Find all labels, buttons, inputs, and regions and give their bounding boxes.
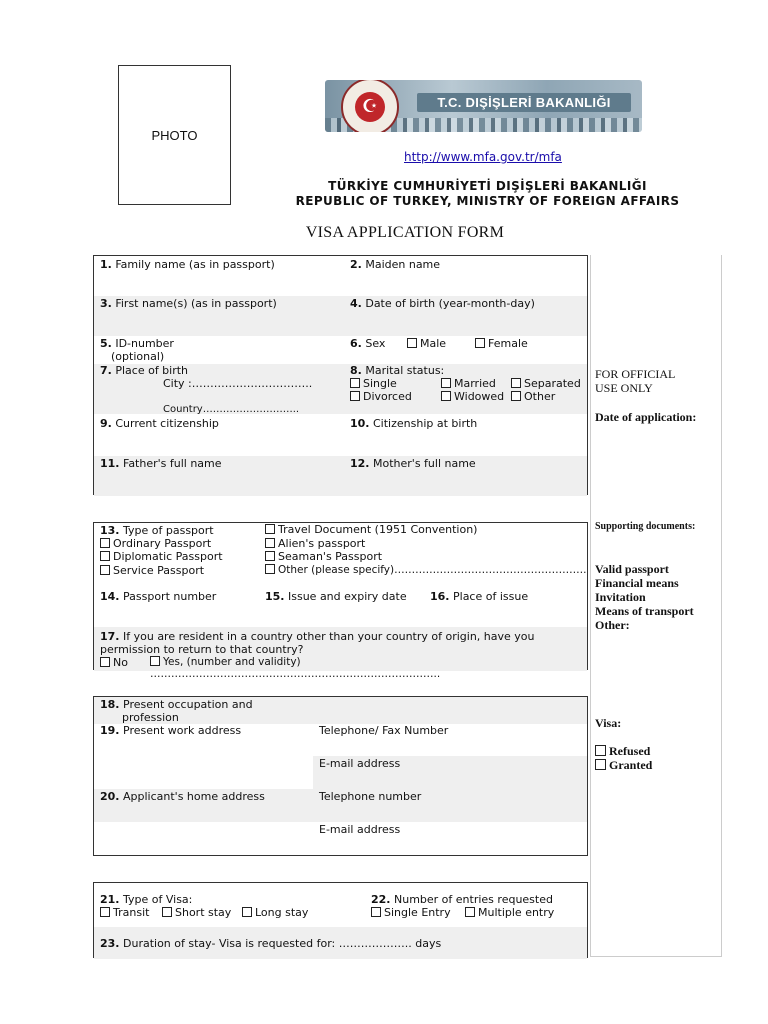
field-home-email[interactable]: E-mail address xyxy=(319,823,401,836)
section-visa-type xyxy=(93,882,588,958)
banner-title: T.C. DIŞİŞLERİ BAKANLIĞI xyxy=(417,93,631,112)
field-passport-type: 13. Type of passport xyxy=(100,524,214,537)
field-id-number[interactable]: 5. ID-number xyxy=(100,337,174,350)
field-place-of-birth: 7. Place of birth xyxy=(100,364,189,377)
checkbox-aliens-passport[interactable]: Alien's passport xyxy=(265,537,365,550)
checkbox-widowed[interactable]: Widowed xyxy=(441,390,504,403)
checkbox-service-passport[interactable]: Service Passport xyxy=(100,564,204,577)
field-visa-type: 21. Type of Visa: xyxy=(100,893,193,906)
checkbox-male[interactable]: Male xyxy=(407,337,446,350)
checkbox-refused[interactable]: Refused xyxy=(595,744,650,758)
checkbox-granted[interactable]: Granted xyxy=(595,758,652,772)
checkbox-single-entry[interactable]: Single Entry xyxy=(371,906,451,919)
visa-label: Visa: xyxy=(595,716,622,730)
form-title: VISA APPLICATION FORM xyxy=(305,224,505,241)
field-city[interactable]: City :……………….………….. xyxy=(163,377,313,390)
supporting-documents-label: Supporting documents: xyxy=(595,521,696,532)
date-of-application-label: Date of application: xyxy=(595,410,697,424)
crescent-star-seal-icon: ☪ xyxy=(341,80,399,132)
field-current-citizenship[interactable]: 9. Current citizenship xyxy=(100,417,219,430)
field-residence-permission: 17. If you are resident in a country other than your country of origin, have you permission to return to that country? xyxy=(100,630,535,656)
field-duration-of-stay[interactable]: 23. Duration of stay- Visa is requested for: ……………….. days xyxy=(100,937,442,950)
field-telephone-fax[interactable]: Telephone/ Fax Number xyxy=(319,724,449,737)
checkbox-long-stay[interactable]: Long stay xyxy=(242,906,308,919)
invitation-label: Invitation xyxy=(595,590,646,604)
field-work-address[interactable]: 19. Present work address xyxy=(100,724,242,737)
field-date-of-birth[interactable]: 4. Date of birth (year-month-day) xyxy=(350,297,535,310)
ministry-name-en: REPUBLIC OF TURKEY, MINISTRY OF FOREIGN AFFAIRS xyxy=(295,194,680,208)
checkbox-no[interactable]: No xyxy=(100,656,128,669)
field-sex: 6. Sex xyxy=(350,337,386,350)
field-home-address[interactable]: 20. Applicant's home address xyxy=(100,790,265,803)
field-place-of-issue[interactable]: 16. Place of issue xyxy=(430,590,529,603)
valid-passport-label: Valid passport xyxy=(595,562,669,576)
section-occupation-address xyxy=(93,696,588,856)
checkbox-separated[interactable]: Separated xyxy=(511,377,581,390)
checkbox-divorced[interactable]: Divorced xyxy=(350,390,412,403)
use-only-label: USE ONLY xyxy=(595,381,653,395)
checkbox-female[interactable]: Female xyxy=(475,337,528,350)
checkbox-short-stay[interactable]: Short stay xyxy=(162,906,231,919)
field-work-email[interactable]: E-mail address xyxy=(319,757,401,770)
official-use-column xyxy=(590,255,722,957)
checkbox-multiple-entry[interactable]: Multiple entry xyxy=(465,906,554,919)
ministry-url[interactable]: http://www.mfa.gov.tr/mfa xyxy=(404,150,562,164)
field-fathers-name[interactable]: 11. Father's full name xyxy=(100,457,222,470)
other-label: Other: xyxy=(595,618,630,632)
checkbox-other-marital[interactable]: Other xyxy=(511,390,555,403)
field-occupation[interactable]: 18. Present occupation and xyxy=(100,698,253,711)
financial-means-label: Financial means xyxy=(595,576,679,590)
checkbox-seamans-passport[interactable]: Seaman's Passport xyxy=(265,550,382,563)
ministry-link[interactable] xyxy=(404,150,562,164)
field-mothers-name[interactable]: 12. Mother's full name xyxy=(350,457,476,470)
checkbox-married[interactable]: Married xyxy=(441,377,496,390)
means-of-transport-label: Means of transport xyxy=(595,604,694,618)
field-country[interactable]: Country……………………….. xyxy=(163,404,300,415)
field-number-of-entries: 22. Number of entries requested xyxy=(371,893,553,906)
field-passport-number[interactable]: 14. Passport number xyxy=(100,590,217,603)
id-number-optional: (optional) xyxy=(111,350,165,363)
field-first-names[interactable]: 3. First name(s) (as in passport) xyxy=(100,297,277,310)
section-personal-details xyxy=(93,255,588,495)
field-citizenship-at-birth[interactable]: 10. Citizenship at birth xyxy=(350,417,478,430)
field-maiden-name[interactable]: 2. Maiden name xyxy=(350,258,441,271)
occupation-profession-label: profession xyxy=(122,711,179,724)
for-official-label: FOR OFFICIAL xyxy=(595,367,676,381)
ministry-banner xyxy=(325,80,642,132)
field-issue-expiry-date[interactable]: 15. Issue and expiry date xyxy=(265,590,407,603)
section-passport xyxy=(93,522,588,680)
checkbox-single[interactable]: Single xyxy=(350,377,397,390)
checkbox-travel-document[interactable]: Travel Document (1951 Convention) xyxy=(265,523,477,536)
checkbox-yes[interactable]: Yes, (number and validity) ……………………………………………………………………….. xyxy=(150,656,441,680)
checkbox-ordinary-passport[interactable]: Ordinary Passport xyxy=(100,537,211,550)
ministry-name-tr: TÜRKİYE CUMHURİYETİ DIŞİŞLERİ BAKANLIĞI xyxy=(328,179,647,193)
field-telephone[interactable]: Telephone number xyxy=(319,790,422,803)
checkbox-other-passport[interactable]: Other (please specify)………………………………………………. xyxy=(265,564,586,576)
checkbox-transit[interactable]: Transit xyxy=(100,906,149,919)
field-family-name[interactable]: 1. Family name (as in passport) xyxy=(100,258,275,271)
photo-label: PHOTO xyxy=(151,127,198,143)
photo-box xyxy=(118,65,231,205)
field-marital-status: 8. Marital status: xyxy=(350,364,445,377)
checkbox-diplomatic-passport[interactable]: Diplomatic Passport xyxy=(100,550,223,563)
